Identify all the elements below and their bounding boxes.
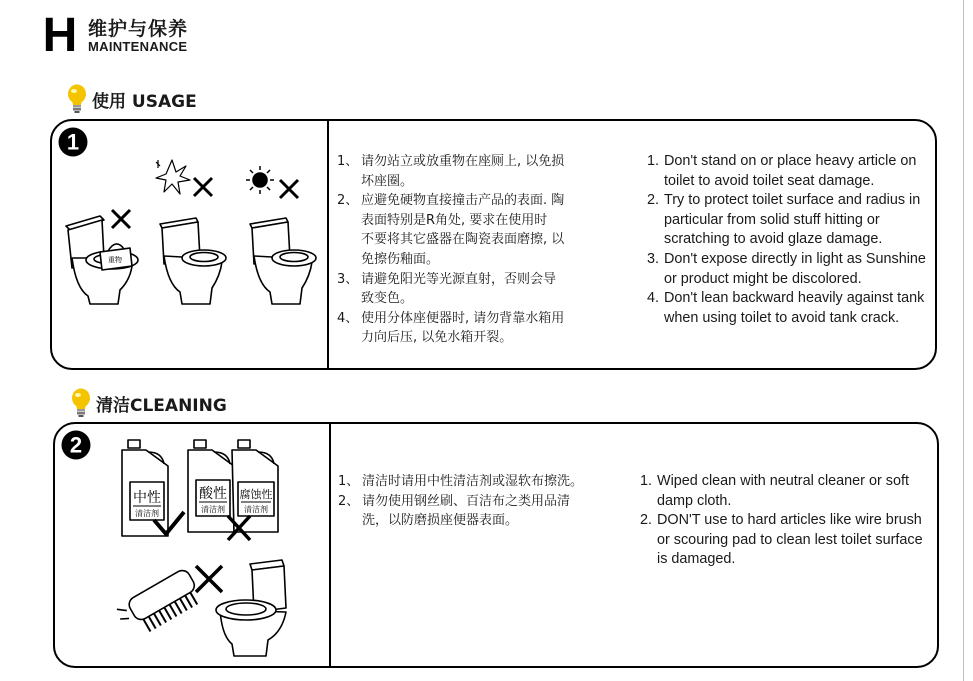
usage-panel-divider [327,120,329,369]
list-item: 1. Don't stand on or place heavy article on toilet to avoid toilet seat damage. [647,153,917,189]
bottle-label-big: 腐蚀性 [239,488,273,501]
bottle-label-big: 酸性 [199,486,227,502]
corrosive-cleaner-bottle-icon [232,440,278,532]
step-number-1: 1 [66,129,80,155]
list-item: 2、 应避免硬物直接撞击产品的表面. 陶 表面特别是R角处, 要求在使用时 不要将其它盛器在陶瓷表面磨擦, 以 免擦伤釉面。 [337,193,565,267]
list-item: 3、 请避免阳光等光源直射，否则会导 致变色。 [337,271,557,307]
cleaning-section-title [70,388,227,418]
neutral-cleaner-bottle-icon [122,440,168,536]
cleaning-title-text: 清洁CLEANING [96,395,227,416]
list-item: 3. Don't expose directly in light as Sunshine or product might be discolored. [647,250,926,287]
wire-brush-icon [114,568,204,642]
header-title-en: MAINTENANCE [88,39,188,54]
list-item: 1. Wiped clean with neutral cleaner or soft damp cloth. [640,473,909,509]
toilet-icon [250,218,316,304]
usage-section-title [66,84,197,114]
list-item: 2. Try to protect toilet surface and radius in particular from solid stuff hitting or scratching to avoid glaze damage. [647,192,921,248]
usage-illustrations [60,158,322,308]
bottle-label-small: 清洁剂 [135,509,159,518]
list-item: 4. Don't lean backward heavily against tank when using toilet to avoid tank crack. [647,290,925,326]
page-edge-rule [963,0,964,681]
list-item: 4、 使用分体座便器时, 请勿背靠水箱用 力向后压, 以免水箱开裂。 [337,310,565,346]
cleaning-panel-divider [329,423,331,667]
heavy-object-label: 重物 [108,256,122,264]
impact-star-icon [156,160,190,194]
step-number-2: 2 [69,432,83,458]
bottle-label-big: 中性 [133,490,161,506]
toilet-icon [216,560,286,656]
usage-en-list [647,152,937,328]
step-number-1-badge [58,127,88,157]
bottle-label-small: 清洁剂 [244,505,268,514]
toilet-icon [160,218,226,304]
usage-title-text: 使用 USAGE [92,91,197,112]
header-letter-block [42,14,78,54]
cross-icon [112,210,130,228]
cross-icon [280,180,298,198]
heavy-object-icon [100,244,132,270]
cleaning-illustrations [110,436,310,662]
lightbulb-icon [66,84,88,114]
cross-icon [196,566,222,592]
list-item: 1、 请勿站立或放重物在座厕上, 以免损 坏座圈。 [337,154,565,189]
header-letter: H [42,14,78,54]
header-title-cn: 维护与保养 [88,18,189,40]
list-item: 2、 请勿使用钢丝刷、百洁布之类用品清 洗，以防磨损座便器表面。 [338,493,571,529]
usage-cn-list [337,152,617,348]
list-item: 1、 清洁时请用中性清洁剂或湿软布擦洗。 [338,474,584,489]
step-number-2-badge [61,430,91,460]
acid-cleaner-bottle-icon [188,440,234,532]
sun-icon [246,166,274,194]
list-item: 2. DON'T use to hard articles like wire brush or scouring pad to clean lest toilet surface is damaged. [640,512,923,568]
lightbulb-icon [70,388,92,418]
cleaning-cn-list [338,472,623,531]
bottle-label-small: 清洁剂 [201,505,225,514]
cleaning-en-list [640,472,936,570]
cross-icon [194,178,212,196]
